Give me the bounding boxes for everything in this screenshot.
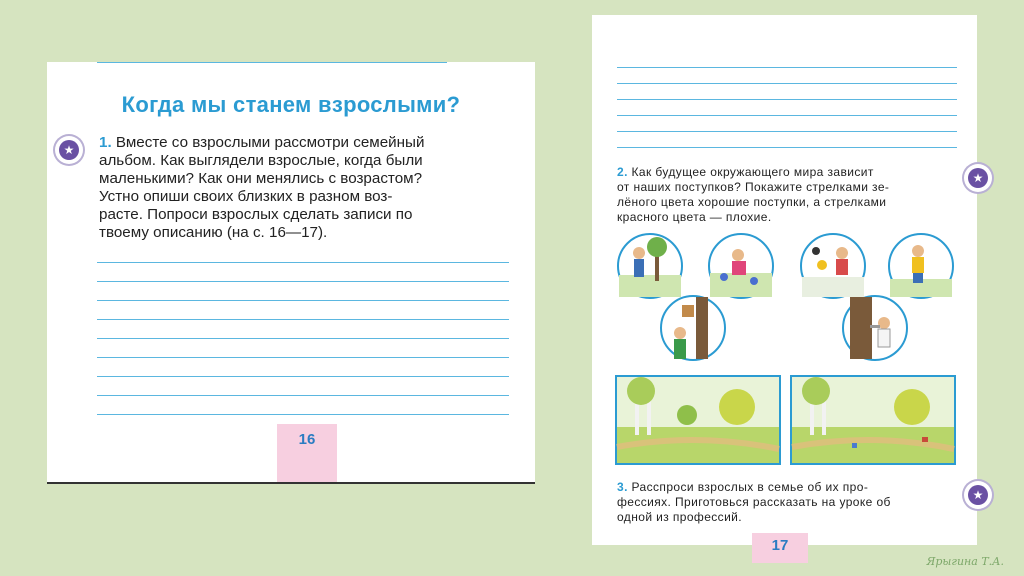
action-picture [660,295,726,361]
landscape-picture [790,375,956,465]
task-1-line: Устно опиши своих близких в разном воз- [99,188,393,205]
action-picture [708,233,774,299]
action-picture [888,233,954,299]
action-picture [800,233,866,299]
task-2 [617,165,962,225]
task-1-line: расте. Попроси взрослых сделать записи по [99,206,413,223]
top-rule [97,62,447,63]
task-1-line: альбом. Как выглядели взрослые, когда были [99,152,423,169]
action-picture [617,233,683,299]
left-page [47,62,535,482]
task-1-number: 1. [99,134,112,151]
task-3-number: 3. [617,480,628,494]
task-2-line: от наших поступков? Покажите стрелками зе- [617,180,890,194]
task-1-line: твоему описанию (на с. 16—17). [99,224,328,241]
task-2-line: лёного цвета хорошие поступки, а стрелками [617,195,887,209]
task-1-line: Вместе со взрослыми рассмотри семейный [115,134,425,151]
landscape-picture [615,375,781,465]
task-3-line: одной из профессий. [617,510,743,524]
task-1 [99,134,519,242]
author-signature: Ярыгина Т.А. [926,555,1004,568]
star-badge-icon: ★ [968,485,988,505]
task-2-number: 2. [617,165,628,179]
task-3-badge [964,481,992,509]
page-number: 16 [298,431,316,448]
task-2-line: Как будущее окружающего мира зависит [631,165,874,179]
star-badge-icon: ★ [968,168,988,188]
task-2-line: красного цвета — плохие. [617,210,772,224]
right-page [592,15,977,554]
task-1-badge [55,136,83,164]
task-3 [617,480,962,525]
task-2-badge [964,164,992,192]
page-number-tab [277,424,337,482]
task-1-line: маленькими? Как они менялись с возрастом? [99,170,423,187]
page-number-tab [752,533,808,563]
task-3-line: фессиях. Приготовься рассказать на уроке об [617,495,891,509]
page-title: Когда мы станем взрослыми? [121,92,461,117]
star-badge-icon: ★ [59,140,79,160]
task-3-line: Расспроси взрослых в семье об их про- [631,480,869,494]
action-picture [842,295,908,361]
page-number: 17 [771,537,789,554]
